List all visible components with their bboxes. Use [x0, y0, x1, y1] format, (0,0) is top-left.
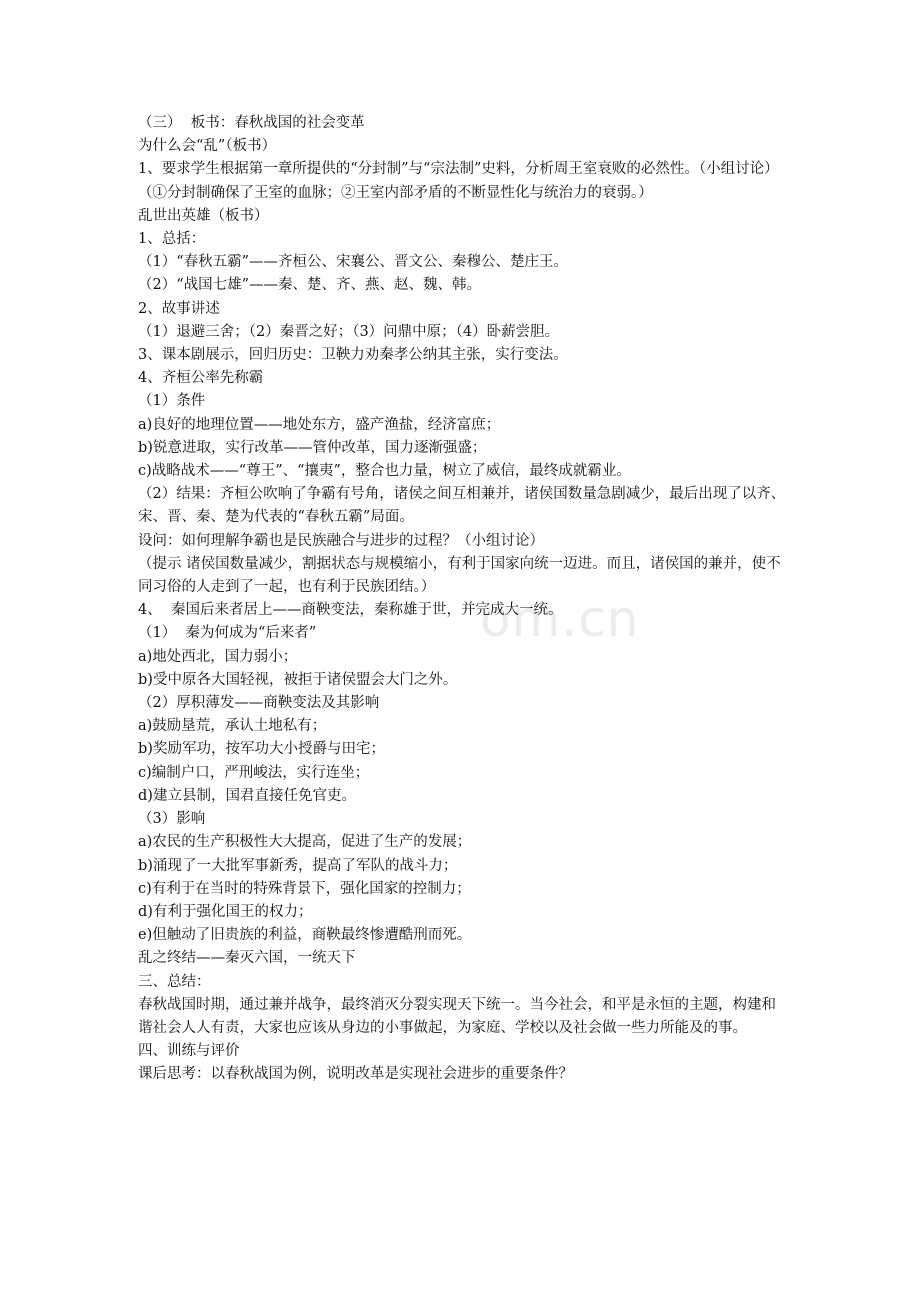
text-line: （三） 板书：春秋战国的社会变革	[138, 115, 365, 131]
text-line: c)战略战术——“尊王”、“攘夷”，整合也力量，树立了威信，最终成就霸业。	[138, 463, 631, 480]
text-line: （3）影响	[138, 811, 206, 828]
text-line: （2）厚积薄发——商鞅变法及其影响	[138, 695, 380, 712]
text-line: b)受中原各大国轻视，被拒于诸侯盟会大门之外。	[138, 671, 458, 688]
text-line: （1）条件	[138, 393, 206, 410]
text-line: 三、总结：	[138, 973, 211, 990]
text-line: d)建立县制，国君直接任免官吏。	[138, 787, 356, 804]
text-line: （①分封制确保了王室的血脉；②王室内部矛盾的不断显性化与统治力的衰弱。）	[138, 184, 653, 201]
text-line: b)涌现了一大批军事新秀，提高了军队的战斗力；	[138, 857, 458, 874]
text-line: a)良好的地理位置——地处东方，盛产渔盐，经济富庶；	[138, 416, 501, 433]
text-line: b)奖励军功，按军功大小授爵与田宅；	[138, 741, 385, 758]
text-line: c)编制户口，严刑峻法，实行连坐；	[138, 764, 370, 781]
text-line: 设问：如何理解争霸也是民族融合与进步的过程？（小组讨论）	[138, 532, 544, 549]
text-line: a)地处西北，国力弱小；	[138, 648, 298, 665]
document-body	[138, 112, 788, 1087]
text-line: 春秋战国时期，通过兼并战争，最终消灭分裂实现天下统一。当今社会，和平是永恒的主题，构建和谐社会人人有责，大家也应该从身边的小事做起，为家庭、学校以及社会做一些力所能及的事。	[138, 996, 776, 1036]
text-line: a)农民的生产积极性大大提高，促进了生产的发展；	[138, 834, 472, 851]
text-line: c)有利于在当时的特殊背景下，强化国家的控制力；	[138, 880, 471, 897]
text-line: 课后思考：以春秋战国为例，说明改革是实现社会进步的重要条件？	[138, 1066, 573, 1083]
text-line: （1）“春秋五霸”——齐桓公、宋襄公、晋文公、秦穆公、楚庄王。	[138, 254, 569, 271]
text-line: d)有利于强化国王的权力；	[138, 903, 313, 920]
text-line: 4、齐桓公率先称霸	[138, 370, 264, 387]
text-line: 乱之终结——秦灭六国，一统天下	[138, 950, 356, 967]
text-line: 2、故事讲述	[138, 300, 220, 317]
text-line: 1、要求学生根据第一章所提供的“分封制”与“宗法制”史料，分析周王室衰败的必然性。（小组讨论）	[138, 161, 779, 178]
text-line: （1）退避三舍；（2）秦晋之好；（3）问鼎中原；（4）卧薪尝胆。	[138, 323, 560, 340]
text-line: 为什么会“乱”（板书）	[138, 138, 277, 155]
text-line: 1、总括：	[138, 231, 206, 248]
text-line: 四、训练与评价	[138, 1043, 240, 1060]
text-line: 3、课本剧展示，回归历史：卫鞅力劝秦孝公纳其主张，实行变法。	[138, 347, 568, 364]
text-line: 4、 秦国后来者居上——商鞅变法，秦称雄于世，并完成大一统。	[138, 602, 563, 619]
text-line: 乱世出英雄（板书）	[138, 207, 269, 224]
watermark: om.cn	[480, 590, 640, 648]
text-line: a)鼓励垦荒，承认土地私有；	[138, 718, 327, 735]
text-line: （提示 诸侯国数量减少，割据状态与规模缩小，有利于国家向统一迈进。而且，诸侯国的兼并，使不同习俗的人走到了一起，也有利于民族团结。）	[138, 555, 781, 596]
text-line: e)但触动了旧贵族的利益，商鞅最终惨遭酷刑而死。	[138, 927, 472, 944]
text-line: b)锐意进取，实行改革——管仲改革，国力逐渐强盛；	[138, 439, 487, 456]
text-line: （2）“战国七雄”——秦、楚、齐、燕、赵、魏、韩。	[138, 277, 482, 294]
text-line: （2）结果：齐桓公吹响了争霸有号角，诸侯之间互相兼并，诸侯国数量急剧减少，最后出现了以齐、宋、晋、秦、楚为代表的“春秋五霸”局面。	[138, 486, 786, 526]
text-line: （1） 秦为何成为“后来者”	[138, 625, 317, 642]
